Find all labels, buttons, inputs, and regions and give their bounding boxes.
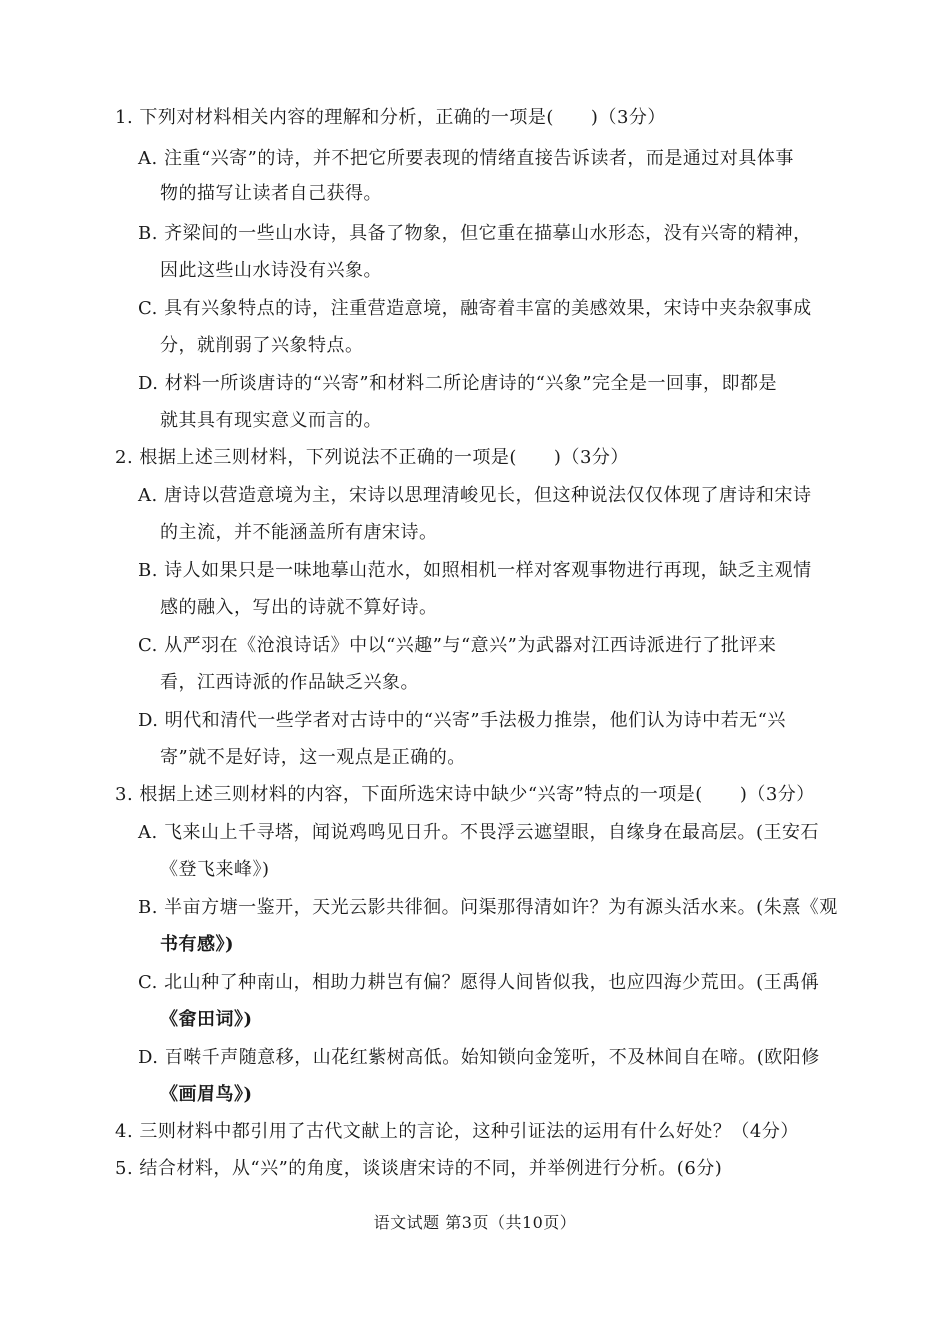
question-3-option-b-line1: B. 半亩方塘一鉴开，天光云影共徘徊。问渠那得清如许？为有源头活水来。(朱熹《观 [138, 897, 838, 918]
question-3-option-a-line2: 《登飞来峰》) [160, 859, 270, 880]
question-3-option-d-line1: D. 百啭千声随意移，山花红紫树高低。始知锁向金笼听，不及林间自在啼。(欧阳修 [138, 1047, 820, 1068]
question-1-option-b-line1: B. 齐梁间的一些山水诗，具备了物象，但它重在描摹山水形态，没有兴寄的精神， [138, 223, 812, 244]
question-1-option-c-line2: 分，就削弱了兴象特点。 [160, 335, 364, 356]
question-2-option-c-line1: C. 从严羽在《沧浪诗话》中以“兴趣”与“意兴”为武器对江西诗派进行了批评来 [138, 635, 777, 656]
question-1-option-b-line2: 因此这些山水诗没有兴象。 [160, 260, 382, 281]
question-3-option-d-line2: 《画眉鸟》) [160, 1084, 253, 1105]
question-1-option-c-line1: C. 具有兴象特点的诗，注重营造意境，融寄着丰富的美感效果，宋诗中夹杂叙事成 [138, 298, 812, 319]
question-2-option-b-line2: 感的融入，写出的诗就不算好诗。 [160, 597, 438, 618]
question-3-option-a-line1: A. 飞来山上千寻塔，闻说鸡鸣见日升。不畏浮云遮望眼，自缘身在最高层。(王安石 [138, 822, 819, 843]
question-2-option-d-line2: 寄”就不是好诗，这一观点是正确的。 [160, 747, 466, 768]
question-3-option-c-line1: C. 北山种了种南山，相助力耕岂有偏？愿得人间皆似我，也应四海少荒田。(王禹偁 [138, 972, 820, 993]
question-2-option-d-line1: D. 明代和清代一些学者对古诗中的“兴寄”手法极力推崇，他们认为诗中若无“兴 [138, 710, 786, 731]
question-2-option-a-line2: 的主流，并不能涵盖所有唐宋诗。 [160, 522, 438, 543]
question-2-option-c-line2: 看，江西诗派的作品缺乏兴象。 [160, 672, 419, 693]
question-5-stem: 5. 结合材料，从“兴”的角度，谈谈唐宋诗的不同，并举例进行分析。(6分) [115, 1158, 723, 1179]
question-1-option-a-line2: 物的描写让读者自己获得。 [160, 183, 382, 204]
question-1-option-a-line1: A. 注重“兴寄”的诗，并不把它所要表现的情绪直接告诉读者，而是通过对具体事 [138, 148, 794, 169]
page-footer: 语文试题 第3页（共10页） [373, 1213, 577, 1232]
question-4-stem: 4. 三则材料中都引用了古代文献上的言论，这种引证法的运用有什么好处？（4分） [115, 1121, 799, 1142]
question-1-option-d-line1: D. 材料一所谈唐诗的“兴寄”和材料二所论唐诗的“兴象”完全是一回事，即都是 [138, 373, 778, 394]
question-3-option-c-line2: 《畲田词》) [160, 1009, 253, 1030]
question-1-option-d-line2: 就其具有现实意义而言的。 [160, 410, 382, 431]
question-2-stem: 2. 根据上述三则材料，下列说法不正确的一项是( )（3分） [115, 447, 629, 468]
question-3-option-b-line2: 书有感》) [160, 934, 235, 955]
question-3-stem: 3. 根据上述三则材料的内容，下面所选宋诗中缺少“兴寄”特点的一项是( )（3分） [115, 784, 815, 805]
question-2-option-a-line1: A. 唐诗以营造意境为主，宋诗以思理清峻见长，但这种说法仅仅体现了唐诗和宋诗 [138, 485, 812, 506]
question-2-option-b-line1: B. 诗人如果只是一味地摹山范水，如照相机一样对客观事物进行再现，缺乏主观情 [138, 560, 812, 581]
question-1-stem: 1. 下列对材料相关内容的理解和分析，正确的一项是( )（3分） [115, 107, 666, 128]
